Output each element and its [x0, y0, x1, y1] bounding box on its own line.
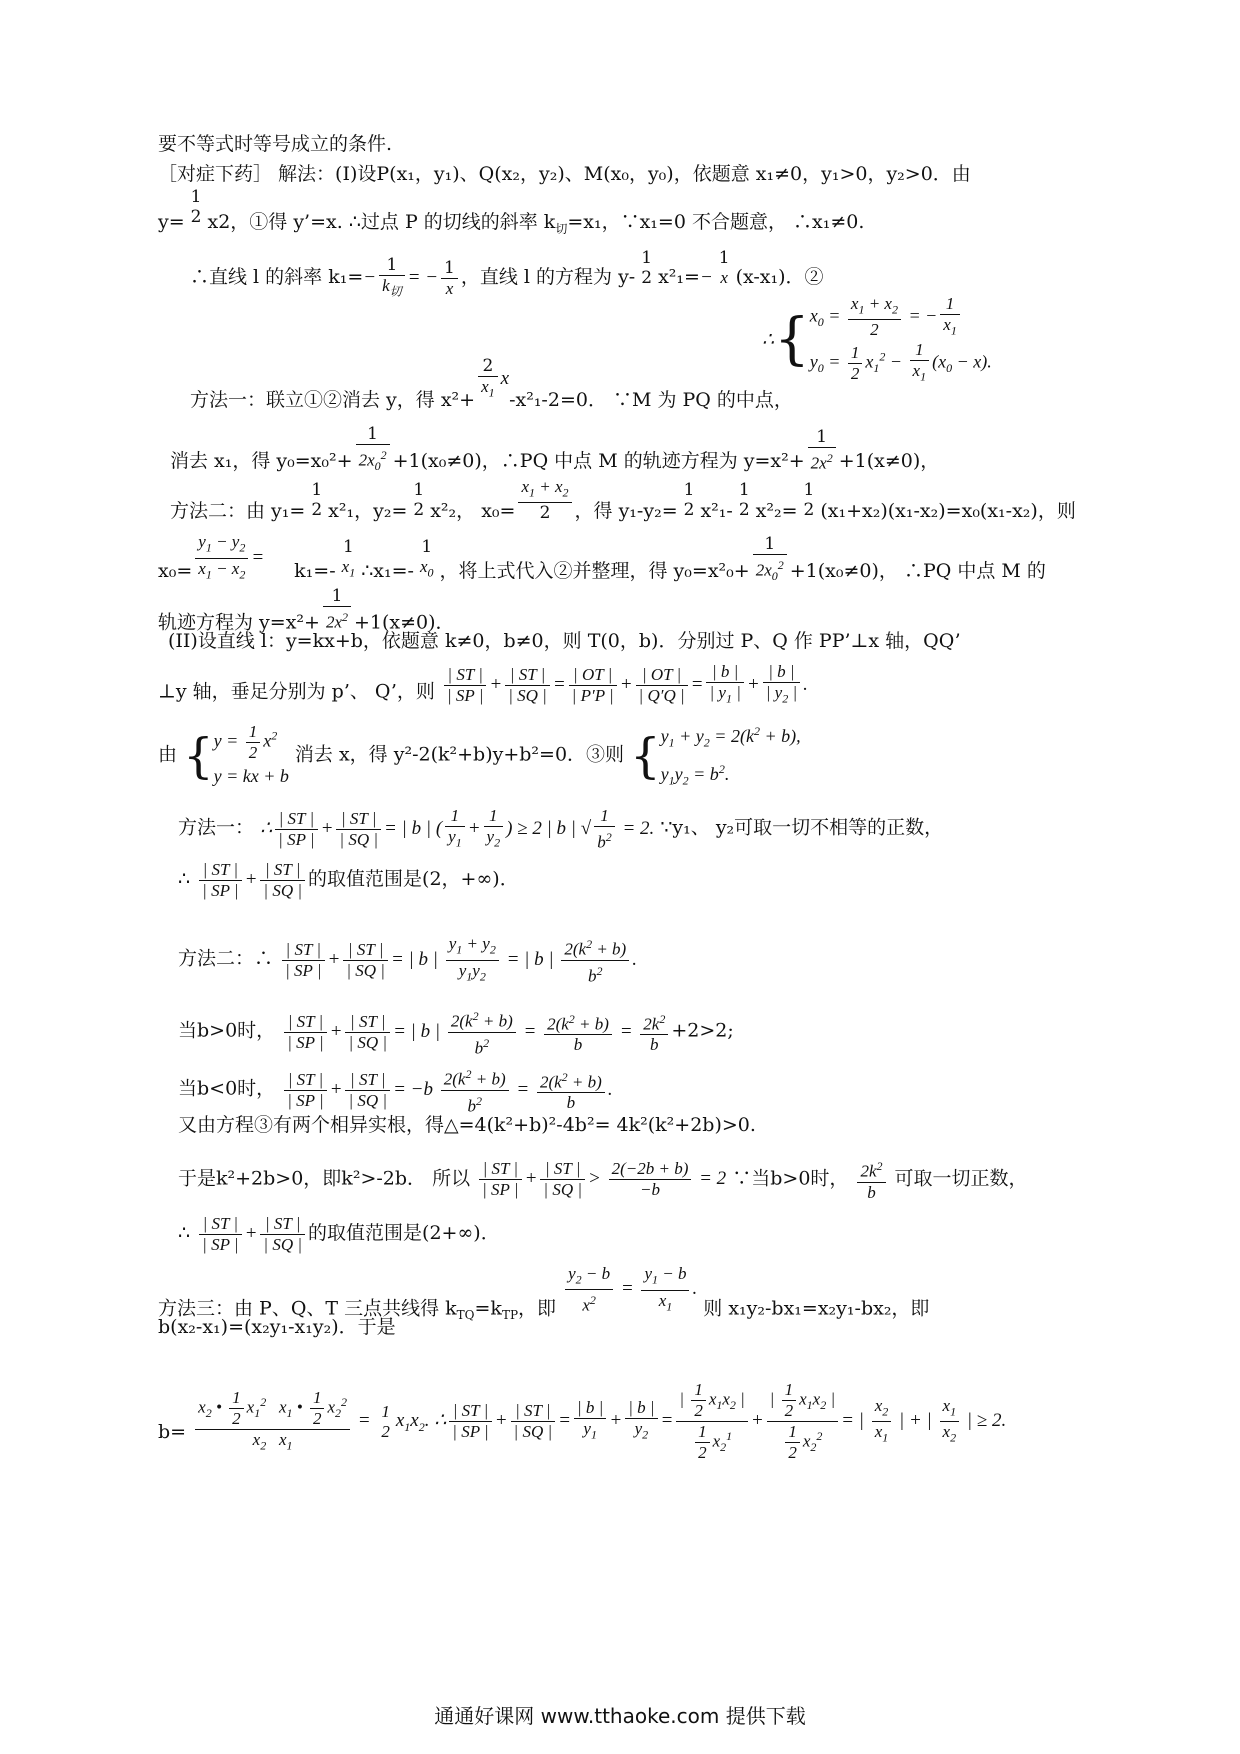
footer-credit: 通通好课网 www.tthaoke.com 提供下载 [434, 1704, 806, 1728]
text-line: x₀= $\frac{y_1 - y_2}{x_1 - x_2}$ =k₁=- 1 $x_1$ ∴x₁=- 1 $x_0$ ，将上式代入②并整理，得 y₀=x²₀+ $\frac{1}{2x_0^2}$ +1(x₀≠0)， ∴PQ 中点 M 的 [158, 532, 1046, 584]
text-line: b(x₂-x₁)=(x₂y₁-x₁y₂)．于是 [158, 1316, 396, 1338]
text-line: ∴直线 l 的斜率 k₁=− $\frac{1}{k_切}$ = − $\frac{1}{x}$ ，直线 l 的方程为 y- 1 2 x²₁=− 1 x (x-x₁)．② [190, 248, 824, 299]
text-line: ∴ $\frac{| ST |}{| SP |}$ + $\frac{| ST |}{| SQ |}$ 的取值范围是(2，+∞)． [178, 860, 519, 900]
text-line: 方法二：∴ $\frac{| ST |}{| SP |}$ + $\frac{| ST |}{| SQ |}$ = | b | $\frac{y_1 + y_2}{y_1y_2}$ = | b | $\frac{2(k^2 + b)}{b^2}$ . [178, 934, 637, 986]
text-line: 方法一：联立①②消去 y，得 x²+ $\frac{2}{x_1}$ x-x²₁-2=0． ∵M 为 PQ 的中点， [190, 356, 793, 412]
text-line: 由 { y = $\frac{1}{2}$ $x^2$ y = kx + b 消去 x，得 y²-2(k²+b)y+b²=0．③则 { $y_1 + y_2 = 2(k^2 + b)$, $y_1y_2 = b^2$. [158, 722, 801, 788]
midpoint-system: ∴{ $x_0$ = $\frac{x_1 + x_2}{2}$ = − $\frac{1}{x_1}$ $y_0$ = $\frac{1}{2}$ $x_1^2$ − $\frac{1}{x_1}$ $(x_0 - x)$. [762, 294, 992, 384]
text-line: ［对症下药］ 解法：(I)设P(x₁，y₁)、Q(x₂，y₂)、M(x₀，y₀)，依题意 x₁≠0，y₁>0，y₂>0．由 [158, 163, 971, 185]
text-line: 又由方程③有两个相异实根，得△=4(k²+b)²-4b²= 4k²(k²+2b)>0. [178, 1114, 756, 1136]
text-line: 于是k²+2b>0，即k²>-2b． 所以 $\frac{| ST |}{| SP |}$ + $\frac{| ST |}{| SQ |}$ > $\frac{2(-2b + b)}{-b}$ = 2 ∵当b>0时， $\frac{2k^2}{b}$ 可取一切正数， [178, 1156, 1028, 1203]
text-line: 当b<0时， $\frac{| ST |}{| SP |}$ + $\frac{| ST |}{| SQ |}$ = −b $\frac{2(k^2 + b)}{b^2}$ = $\frac{2(k^2 + b)}{b}$ . [178, 1064, 613, 1116]
text-line: 方法二：由 y₁= 1 2 x²₁，y₂= 1 2 x²₂， x₀= $\frac{x_1 + x_2}{2}$ ，得 y₁-y₂= 1 2 x²₁- 1 2 x²₂= 1 2 (x₁+x₂)(x₁-x₂)=x₀(x₁-x₂)，则 [170, 477, 1076, 524]
text-line: (II)设直线 l：y=kx+b，依题意 k≠0，b≠0，则 T(0，b)．分别过 P、Q 作 PP’⊥x 轴，QQ’ [168, 630, 961, 652]
text-line: 方法一： ∴ $\frac{| ST |}{| SP |}$ + $\frac{| ST |}{| SQ |}$ = | b | ( $\frac{1}{y_1}$ + $\frac{1}{y_2}$ ) ≥ 2 | b | √ $\frac{1}{b^2}$ = 2. ∵y₁、 y₂可取一切不相等的正数， [178, 806, 944, 852]
text-line: ∴ $\frac{| ST |}{| SP |}$ + $\frac{| ST |}{| SQ |}$ 的取值范围是(2+∞)． [178, 1214, 500, 1254]
text-line: 轨迹方程为 y=x²+ $\frac{1}{2x^2}$ +1(x≠0)． [158, 586, 455, 634]
text-line: y= 1 2 x2，①得 y’=x. ∴过点 P 的切线的斜率 $k_切=x_1$，∵x₁=0 不合题意， ∴x₁≠0. [158, 187, 865, 236]
text-line: ⊥y 轴，垂足分别为 p’、 Q’，则 $\frac{| ST |}{| SP |}$ + $\frac{| ST |}{| SQ |}$ = $\frac{| OT |}{| P'P |}$ + $\frac{| OT |}{| Q'Q |}$ = $\frac{| b |}{| y_1 |}$ + $\frac{| b |}{| y_2 |}$ . [158, 662, 808, 706]
text-line: 当b>0时， $\frac{| ST |}{| SP |}$ + $\frac{| ST |}{| SQ |}$ = | b | $\frac{2(k^2 + b)}{b^2}$ = $\frac{2(k^2 + b)}{b}$ = $\frac{2k^2}{b}$ +2>2; [178, 1006, 734, 1058]
text-line: 方法三：由 P、Q、T 三点共线得 $k_{TQ}=k_{TP}$，即 $\frac{y_2 - b}{x^2}$ = $\frac{y_1 - b}{x_1}$ . 则 x₁y₂-bx₁=x₂y₁-bx₂，即 [158, 1264, 930, 1323]
text-line: b= $x_2$ • $\frac{1}{2}$ $x_1^2$ $x_1$ • $\frac{1}{2}$ $x_2^2$ $x_2$ $x_1$ = 1 2 $x_1x_2$. ∴ $\frac{| ST |}{| SP |}$ + $\frac{| ST |}{| SQ |}$ = $\frac{| b |}{y_1}$ + $\frac{| b |}{y_2}$ = | $\frac{1}{2}$ $x_1x_2$ | $\frac{1}{2}$ $x_2^1$ + | $\frac{1}{2}$ $x_1x_2$ | $\frac{1}{2}$ $x_2^2$ = | $\frac{x_2}{x_1}$ | + | $\frac{x_1}{x_2}$ | ≥ 2. [158, 1380, 1007, 1462]
text-line: 要不等式时等号成立的条件. [158, 133, 393, 155]
text-line: 消去 x₁，得 y₀=x₀²+ $\frac{1}{2x_0^2}$ +1(x₀≠0)，∴PQ 中点 M 的轨迹方程为 y=x²+ $\frac{1}{2x^2}$ +1(x≠0)， [170, 424, 940, 474]
